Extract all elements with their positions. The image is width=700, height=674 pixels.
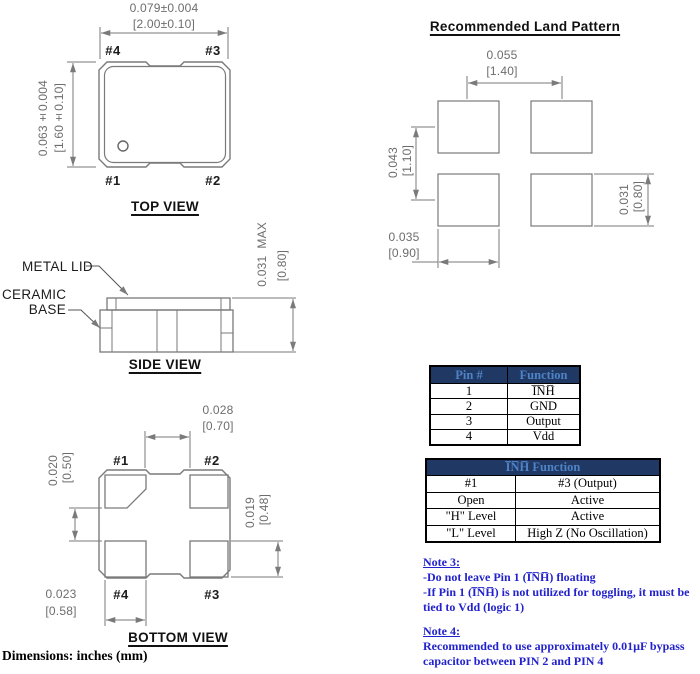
- metal-lid-label: METAL LID: [22, 259, 93, 274]
- land-pattern-pitch-y-mm: [1.10]: [400, 145, 414, 177]
- inh-table-row3-col1: "H" Level: [427, 508, 515, 525]
- inh-function-table: [425, 458, 661, 543]
- bottom-view-gap-y-inches: 0.020: [46, 455, 60, 487]
- ceramic-base-label: [2, 287, 66, 317]
- top-view-width-dim-inches: 0.079±0.004: [129, 1, 199, 15]
- notes-section: [423, 555, 700, 669]
- bottom-view-pin1-label: #1: [113, 453, 129, 468]
- land-pad-top-left: [438, 101, 499, 153]
- land-pattern-pad-height-mm: [0.80]: [631, 181, 645, 213]
- side-view-height-dim-inches: 0.031 MAX: [255, 222, 269, 287]
- land-pattern-pad-width-inches: 0.035: [388, 230, 420, 244]
- bottom-view-dimension-lines: [69, 431, 283, 626]
- top-view-metal-lid-outline: [105, 67, 226, 163]
- bottom-view-pads: [105, 475, 228, 577]
- note4-item: Recommended to use approximately 0.01µF bypass capacitor between PIN 2 and PIN 4: [423, 639, 685, 668]
- bottom-pad-3: [190, 541, 228, 577]
- pin-table-header-pin: Pin #: [431, 367, 507, 383]
- side-view-dimension-lines: [232, 298, 296, 352]
- top-view-width-dim-mm: [2.00±0.10]: [132, 17, 196, 31]
- inh-table-row3-col2: Active: [515, 508, 659, 525]
- bottom-pad-2: [190, 475, 228, 508]
- inh-table-row4-col2: High Z (No Oscillation): [515, 525, 659, 542]
- pin-table-row4-pin: 4: [431, 429, 507, 444]
- side-view-package: [100, 298, 233, 352]
- land-pattern-pads: [438, 101, 592, 226]
- top-view-pin4-label: #4: [105, 43, 121, 58]
- side-view-lid: [107, 298, 230, 310]
- top-view-pin2-label: #2: [205, 173, 221, 188]
- base-label-line: BASE: [28, 302, 66, 317]
- pin-table-row3-pin: 3: [431, 414, 507, 429]
- side-view-base: [100, 310, 233, 352]
- land-pattern-pitch-y-inches: 0.043: [386, 147, 400, 179]
- inh-table-row1-col2: #3 (Output): [515, 475, 659, 492]
- top-view-height-dim-mm: [1.60±0.10]: [52, 83, 66, 153]
- pin1-indicator: [118, 141, 128, 151]
- bottom-view-gap-x-mm: [0.70]: [202, 419, 234, 433]
- land-pad-bottom-right: [531, 174, 592, 226]
- land-pattern-pitch-x-mm: [1.40]: [486, 64, 518, 78]
- inh-table-row2-col2: Active: [515, 492, 659, 509]
- bottom-view-pad-height-mm: [0.48]: [257, 494, 271, 526]
- land-pattern-title: Recommended Land Pattern: [429, 19, 621, 34]
- bottom-view-pin3-label: #3: [204, 587, 220, 602]
- notes-spacer: [423, 615, 700, 624]
- land-pattern-pad-width-mm: [0.90]: [388, 246, 420, 260]
- top-view-pin1-label: #1: [105, 173, 121, 188]
- top-view-title: TOP VIEW: [131, 199, 199, 214]
- land-pattern-dimension-lines: [411, 76, 654, 268]
- bottom-pad-1-chamfered: [105, 475, 146, 508]
- bottom-pad-4: [105, 541, 146, 577]
- bottom-view-gap-y-mm: [0.50]: [60, 452, 74, 484]
- land-pattern-pad-height-inches: 0.031: [617, 184, 631, 216]
- note3-title: Note 3:: [423, 555, 460, 569]
- top-view-package-outline: [99, 62, 230, 167]
- bottom-view-gap-x-inches: 0.028: [202, 403, 234, 417]
- bottom-view-pad-width-mm: [0.58]: [45, 604, 77, 618]
- note3-item: -If Pin 1 (I̅N̅H̅) is not utilized for toggling, it must be tied to Vdd (logic 1): [423, 585, 690, 614]
- pin-table-row4-function: Vdd: [507, 429, 579, 444]
- land-pattern-drawing: [411, 76, 654, 268]
- pin-table-row2-pin: 2: [431, 398, 507, 413]
- inh-table-row2-col1: Open: [427, 492, 515, 509]
- pin-function-table: [429, 365, 581, 446]
- pin-table-header-function: Function: [507, 367, 579, 383]
- inh-table-row4-col1: "L" Level: [427, 525, 515, 542]
- pin-table-row2-function: GND: [507, 398, 579, 413]
- bottom-view-pad-height-inches: 0.019: [243, 497, 257, 529]
- pin-table-row3-function: Output: [507, 414, 579, 429]
- ceramic-base-leader-line: [68, 310, 100, 328]
- note4-title: Note 4:: [423, 624, 460, 638]
- side-view-height-dim-mm: [0.80]: [275, 250, 289, 282]
- top-view-height-dim-inches: 0.063±0.004: [36, 80, 50, 157]
- land-pattern-pitch-x-inches: 0.055: [486, 48, 518, 62]
- side-view-title: SIDE VIEW: [128, 357, 202, 372]
- ceramic-label-line: CERAMIC: [2, 287, 67, 302]
- dimensions-units-note: Dimensions: inches (mm): [2, 648, 148, 663]
- land-pad-bottom-left: [438, 174, 499, 226]
- note3-item: -Do not leave Pin 1 (I̅N̅H̅) floating: [423, 570, 596, 584]
- top-view-pin3-label: #3: [205, 43, 221, 58]
- bottom-view-pad-width-inches: 0.023: [45, 587, 77, 601]
- land-pad-top-right: [531, 101, 592, 153]
- bottom-view-pin4-label: #4: [113, 587, 129, 602]
- inh-table-title: I̅N̅H̅ Function: [427, 460, 659, 475]
- bottom-view-package-outline: [99, 470, 230, 578]
- pin-table-row1-function: I̅N̅H̅: [507, 383, 579, 398]
- bottom-view-title: BOTTOM VIEW: [128, 630, 228, 645]
- pin-table-row1-pin: 1: [431, 383, 507, 398]
- inh-table-row1-col1: #1: [427, 475, 515, 492]
- bottom-view-pin2-label: #2: [204, 453, 220, 468]
- bottom-view-drawing: [69, 431, 283, 626]
